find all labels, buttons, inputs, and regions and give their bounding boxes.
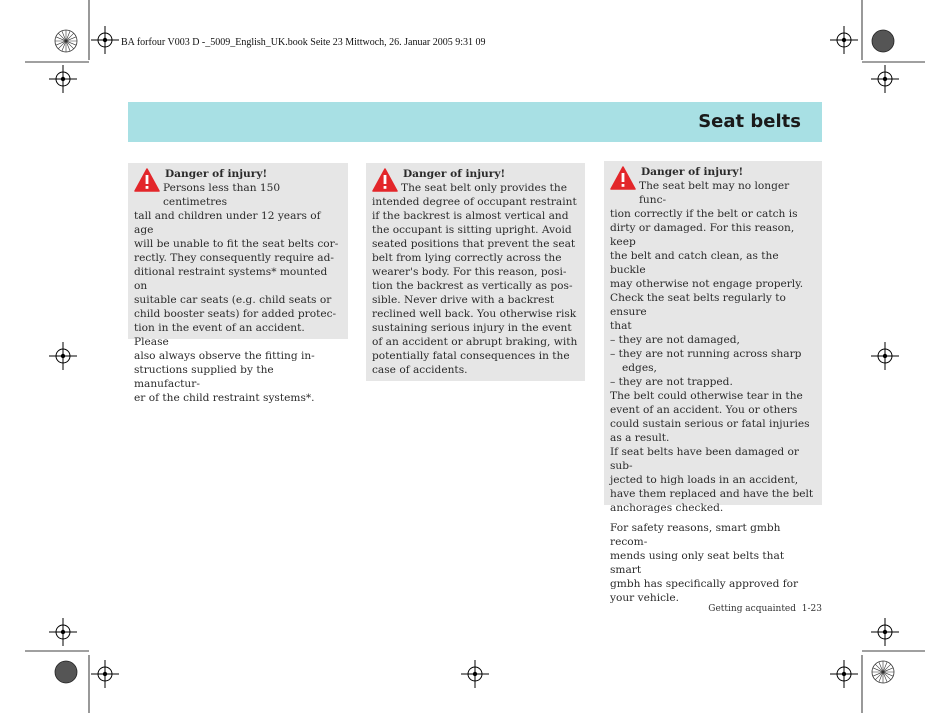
text-line: tion correctly if the belt or catch is — [610, 208, 798, 220]
text-line: that — [610, 320, 632, 332]
text-line: The seat belt may no longer func- — [639, 180, 790, 206]
title-band — [128, 102, 822, 142]
text-line: sustaining serious injury in the event — [372, 322, 572, 334]
text-line: the occupant is sitting upright. Avoid — [372, 224, 572, 236]
text-line: dirty or damaged. For this reason, keep — [610, 222, 795, 248]
text-line: case of accidents. — [372, 364, 468, 376]
text-line: tion the backrest as vertically as pos- — [372, 280, 573, 292]
page-footer — [708, 604, 822, 614]
text-line: The seat belt only provides the — [401, 182, 567, 194]
warning-text — [134, 181, 342, 405]
footer-section: Getting acquainted — [708, 604, 797, 614]
list-item: – they are not running across sharp — [610, 348, 802, 360]
text-line: your vehicle. — [610, 592, 680, 604]
text-line: child booster seats) for added protec- — [134, 308, 337, 320]
warning-heading: Danger of injury! — [641, 166, 744, 178]
text-line: tion in the event of an accident. Please — [134, 322, 305, 348]
list-item: – they are not damaged, — [610, 334, 740, 346]
text-line: may otherwise not engage properly. — [610, 278, 804, 290]
footer-page-number: 1-23 — [801, 604, 822, 614]
text-line: have them replaced and have the belt — [610, 488, 814, 500]
warning-box-2 — [366, 163, 585, 381]
list-item-continuation: edges, — [622, 362, 657, 374]
warning-text — [372, 181, 579, 377]
text-line: structions supplied by the manufactur- — [134, 364, 274, 390]
warning-triangle-icon — [610, 166, 636, 190]
text-line: er of the child restraint systems*. — [134, 392, 315, 404]
text-line: will be unable to fit the seat belts cor- — [134, 238, 339, 250]
text-line: Persons less than 150 centimetres — [163, 182, 281, 208]
warning-triangle-icon — [134, 168, 160, 192]
warning-box-1 — [128, 163, 348, 404]
text-line: reclined well back. You otherwise risk — [372, 308, 577, 320]
warning-heading: Danger of injury! — [165, 168, 268, 180]
text-line: If seat belts have been damaged or sub- — [610, 446, 799, 472]
text-line: belt from lying correctly across the — [372, 252, 562, 264]
warning-triangle-icon — [372, 168, 398, 192]
list-item: – they are not trapped. — [610, 376, 733, 388]
text-line: ditional restraint systems* mounted on — [134, 266, 328, 292]
text-line: as a result. — [610, 432, 670, 444]
text-line: also always observe the fitting in- — [134, 350, 315, 362]
print-file-header: BA forfour V003 D -_5009_English_UK.book Seite 23 Mittwoch, 26. Januar 2005 9:31 09 — [121, 37, 486, 48]
text-line: of an accident or abrupt braking, with — [372, 336, 578, 348]
text-line: wearer's body. For this reason, posi- — [372, 266, 567, 278]
page-title: Seat belts — [698, 111, 801, 132]
text-line: sible. Never drive with a backrest — [372, 294, 555, 306]
text-line: could sustain serious or fatal injuries — [610, 418, 810, 430]
warning-heading: Danger of injury! — [403, 168, 506, 180]
text-line: suitable car seats (e.g. child seats or — [134, 294, 332, 306]
text-line: The belt could otherwise tear in the — [610, 390, 803, 402]
text-line: mends using only seat belts that smart — [610, 550, 785, 576]
text-line: the belt and catch clean, as the buckle — [610, 250, 779, 276]
text-line: intended degree of occupant restraint — [372, 196, 577, 208]
text-line: if the backrest is almost vertical and — [372, 210, 569, 222]
text-line: seated positions that prevent the seat — [372, 238, 576, 250]
text-line: tall and children under 12 years of age — [134, 210, 321, 236]
text-line: event of an accident. You or others — [610, 404, 798, 416]
warning-box-3 — [604, 161, 822, 604]
text-line: rectly. They consequently require ad- — [134, 252, 334, 264]
warning-text — [610, 179, 816, 605]
text-line: For safety reasons, smart gmbh recom- — [610, 522, 781, 548]
text-line: anchorages checked. — [610, 502, 724, 514]
text-line: gmbh has specifically approved for — [610, 578, 799, 590]
text-line: Check the seat belts regularly to ensure — [610, 292, 786, 318]
text-line: potentially fatal consequences in the — [372, 350, 570, 362]
text-line: jected to high loads in an accident, — [610, 474, 799, 486]
